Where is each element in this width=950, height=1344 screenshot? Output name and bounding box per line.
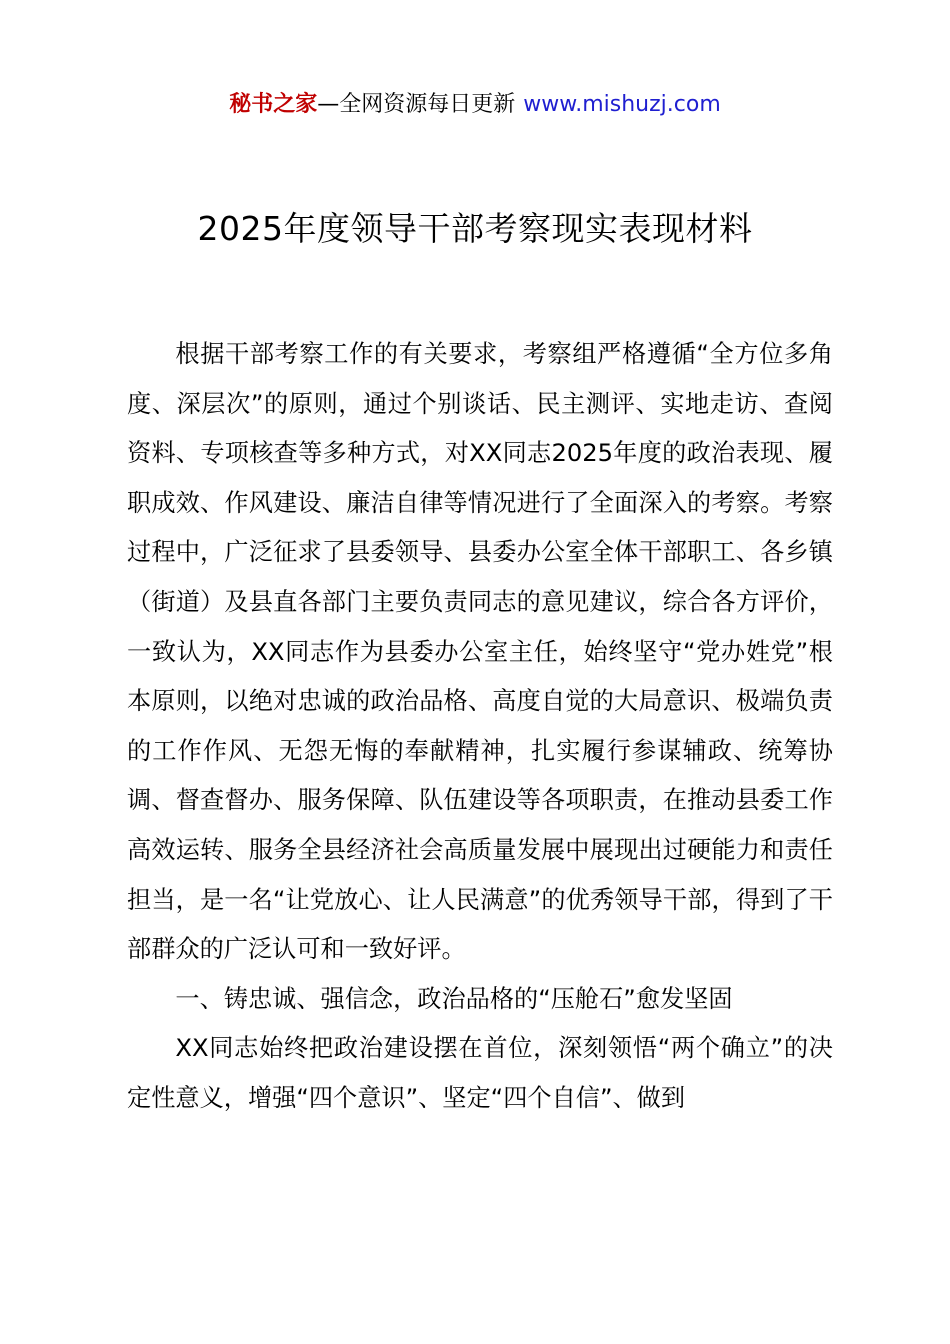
brand-name: 秘书之家 bbox=[229, 92, 318, 117]
site-link[interactable]: www.mishuzj.com bbox=[523, 92, 721, 117]
section-heading-1: 一、铸忠诚、强信念，政治品格的“压舱石”愈发坚固 bbox=[175, 984, 733, 1013]
intro-paragraph: 根据干部考察工作的有关要求，考察组严格遵循“全方位多角度、深层次”的原则，通过个别谈话、民主测评、实地走访、查阅资料、专项核查等多种方式，对XX同志2025年度的政治表现、履职成效、作风建设、廉洁自律等情况进行了全面深入的考察。考察过程中，广泛征求了县委领导、县委办公室全体干部职工、各乡镇（街道）及县直各部门主要负责同志的意见建议，综合各方评价，一致认为，XX同志作为县委办公室主任，始终坚守“党办姓党”根本原则，以绝对忠诚的政治品格、高度自觉的大局意识、极端负责的工作作风、无怨无悔的奉献精神，扎实履行参谋辅政、统筹协调、督查督办、服务保障、队伍建设等各项职责，在推动县委工作高效运转、服务全县经济社会高质量发展中展现出过硬能力和责任担当，是一名“让党放心、让人民满意”的优秀领导干部，得到了干部群众的广泛认可和一致好评。 bbox=[127, 340, 833, 964]
header-tagline: —全网资源每日更新 bbox=[317, 92, 516, 117]
document-title: 2025年度领导干部考察现实表现材料 bbox=[197, 209, 753, 248]
site-header bbox=[0, 88, 950, 122]
document-body bbox=[127, 330, 833, 1124]
section-paragraph-1: XX同志始终把政治建设摆在首位，深刻领悟“两个确立”的决定性意义，增强“四个意识”、坚定“四个自信”、做到 bbox=[127, 1034, 833, 1112]
